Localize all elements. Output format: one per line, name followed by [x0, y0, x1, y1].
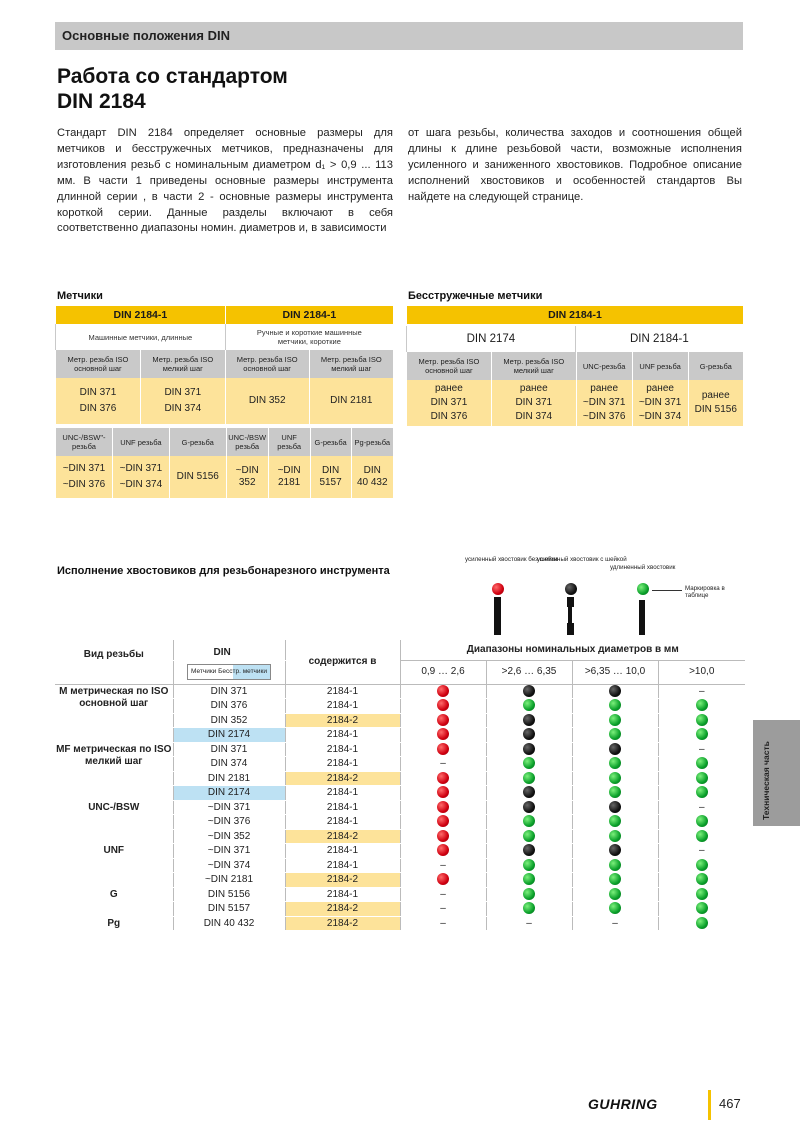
contains-cell: 2184-1: [285, 815, 400, 830]
din-cell: DIN 2174: [173, 728, 285, 743]
marker-cell: [572, 713, 658, 728]
black-marker-icon: [609, 685, 621, 697]
intro-text-left: Стандарт DIN 2184 определяет основные размеры для метчиков и бесстружечных метчиков, предназначены для изготовления резьб с номинальным диаметром d₁ > 0,9 ... 113 мм. В части 1 приведены основные размеры инструмента длинной серии , в части 2 - основные размеры инструмента короткой серии. Данные разделы включают в себя соответственно диапазоны номин. диаметров и, в зависимости: [57, 127, 393, 235]
taps-cell: DIN 371 DIN 376: [56, 378, 141, 424]
contains-cell: 2184-1: [285, 858, 400, 873]
din-cell: ~DIN 371: [173, 844, 285, 859]
table-row: [55, 684, 745, 699]
marker-cell: –: [658, 742, 745, 757]
marker-cell: [572, 728, 658, 743]
title-line-2: DIN 2184: [57, 90, 146, 113]
red-marker-icon: [437, 830, 449, 842]
green-marker-icon: [523, 772, 535, 784]
taps-col: Метр. резьба ISO основной шаг: [225, 350, 309, 378]
marker-cell: [572, 684, 658, 699]
green-marker-icon: [523, 815, 535, 827]
contains-cell: 2184-2: [285, 916, 400, 931]
contains-cell: 2184-1: [285, 757, 400, 772]
black-marker-icon: [609, 844, 621, 856]
thread-group-label: MF метрическая по ISO мелкий шаг: [55, 742, 173, 800]
marker-cell: [400, 742, 486, 757]
taps-col2: UNC-/BSW резьба: [226, 428, 268, 456]
green-marker-icon: [609, 786, 621, 798]
red-marker-icon: [437, 786, 449, 798]
table-row: [55, 742, 745, 757]
marker-cell: [572, 800, 658, 815]
red-marker-icon: [437, 801, 449, 813]
marker-cell: [400, 771, 486, 786]
marker-cell: [658, 902, 745, 917]
side-tab: [753, 720, 800, 826]
marker-cell: [658, 887, 745, 902]
red-marker-icon: [437, 873, 449, 885]
marker-label: Маркировка в таблице: [685, 585, 725, 599]
taps-col2: UNC-/BSW"-резьба: [56, 428, 113, 456]
forming-cell: ранее DIN 371 DIN 376: [407, 380, 492, 426]
marker-cell: [400, 728, 486, 743]
forming-col: Метр. резьба ISO мелкий шаг: [491, 352, 576, 380]
black-marker-icon: [609, 743, 621, 755]
marker-cell: [658, 858, 745, 873]
shank-neck-icon: [567, 597, 574, 607]
contains-cell: 2184-1: [285, 684, 400, 699]
green-marker-icon: [523, 859, 535, 871]
marker-cell: [486, 887, 572, 902]
marker-cell: [400, 829, 486, 844]
forming-col: UNC-резьба: [576, 352, 632, 380]
black-marker-icon: [523, 801, 535, 813]
taps-cell: DIN 371 DIN 374: [140, 378, 225, 424]
shank-table: [55, 640, 745, 931]
green-marker-icon: [696, 772, 708, 784]
din-cell: DIN 352: [173, 713, 285, 728]
green-marker-icon: [696, 830, 708, 842]
marker-cell: [572, 786, 658, 801]
din-cell: DIN 5157: [173, 902, 285, 917]
marker-cell: [486, 786, 572, 801]
contains-cell: 2184-2: [285, 873, 400, 888]
shank-legend-1: усиленный хвостовик без шейки: [465, 556, 558, 563]
marker-cell: [486, 684, 572, 699]
marker-cell: [658, 699, 745, 714]
marker-cell: [486, 742, 572, 757]
marker-cell: –: [572, 916, 658, 931]
red-marker-icon: [492, 583, 504, 595]
taps-col2: G-резьба: [169, 428, 226, 456]
forming-std: DIN 2174: [407, 326, 576, 352]
red-marker-icon: [437, 714, 449, 726]
taps-col2: G-резьба: [310, 428, 351, 456]
black-marker-icon: [565, 583, 577, 595]
din-header: DIN: [173, 640, 285, 660]
green-marker-icon: [609, 714, 621, 726]
range-header: Диапазоны номинальных диаметров в мм: [400, 640, 745, 660]
taps-sub-1: Машинные метчики, длинные: [56, 324, 226, 350]
marker-cell: [658, 757, 745, 772]
green-marker-icon: [696, 873, 708, 885]
contains-cell: 2184-2: [285, 829, 400, 844]
contains-header: содержится в: [285, 640, 400, 684]
marker-cell: [400, 873, 486, 888]
footer-accent-bar: [708, 1090, 711, 1120]
section-header: Основные положения DIN: [62, 28, 230, 43]
taps-col: Метр. резьба ISO основной шаг: [56, 350, 141, 378]
marker-cell: [486, 699, 572, 714]
forming-grid: [406, 352, 743, 426]
range-col: >6,35 … 10,0: [572, 660, 658, 684]
marker-cell: [400, 786, 486, 801]
forming-col: G-резьба: [688, 352, 743, 380]
marker-cell: –: [658, 844, 745, 859]
shank-legend-3: удлиненный хвостовик: [610, 564, 676, 571]
din-cell: DIN 376: [173, 699, 285, 714]
taps-table-grid-2: [55, 428, 393, 498]
thread-group-label: Pg: [55, 916, 173, 931]
marker-cell: [572, 844, 658, 859]
din-cell: DIN 5156: [173, 887, 285, 902]
taps-table-grid: [55, 350, 393, 424]
marker-cell: [400, 684, 486, 699]
table-row: [55, 916, 745, 931]
marker-cell: [486, 829, 572, 844]
red-marker-icon: [437, 699, 449, 711]
taps-cell2: ~DIN 371 ~DIN 376: [56, 456, 113, 498]
black-marker-icon: [523, 714, 535, 726]
red-marker-icon: [437, 728, 449, 740]
marker-cell: [572, 902, 658, 917]
shank-section-title: Исполнение хвостовиков для резьбонарезного инструмента: [57, 565, 390, 577]
range-col: >2,6 … 6,35: [486, 660, 572, 684]
forming-cell: ранее DIN 5156: [688, 380, 743, 426]
marker-cell: –: [658, 800, 745, 815]
black-marker-icon: [523, 786, 535, 798]
contains-cell: 2184-1: [285, 742, 400, 757]
green-marker-icon: [696, 786, 708, 798]
forming-cell: ранее ~DIN 371 ~DIN 374: [632, 380, 688, 426]
marker-cell: [486, 728, 572, 743]
thread-group-label: G: [55, 887, 173, 916]
marker-cell: [486, 800, 572, 815]
green-marker-icon: [637, 583, 649, 595]
taps-cell2: DIN 40 432: [351, 456, 393, 498]
din-subheader: Метчики Бесстр. метчики: [173, 660, 285, 684]
shank-neck-icon: [567, 623, 574, 635]
marker-cell: [486, 771, 572, 786]
table-row: [55, 844, 745, 859]
black-marker-icon: [523, 844, 535, 856]
marker-cell: –: [400, 858, 486, 873]
table-row: [55, 887, 745, 902]
green-marker-icon: [523, 757, 535, 769]
taps-table: [55, 306, 393, 350]
marker-cell: [400, 713, 486, 728]
din-cell: ~DIN 352: [173, 829, 285, 844]
title-line-1: Работа со стандартом: [57, 65, 288, 88]
reinforced-shank-icon: [494, 597, 501, 635]
green-marker-icon: [696, 757, 708, 769]
green-marker-icon: [609, 830, 621, 842]
marker-cell: [400, 800, 486, 815]
red-marker-icon: [437, 844, 449, 856]
green-marker-icon: [609, 859, 621, 871]
din-cell: DIN 40 432: [173, 916, 285, 931]
marker-cell: [572, 873, 658, 888]
marker-cell: [486, 858, 572, 873]
black-marker-icon: [609, 801, 621, 813]
marker-cell: [400, 815, 486, 830]
din-cell: ~DIN 2181: [173, 873, 285, 888]
section-header-bar: [55, 22, 743, 50]
green-marker-icon: [609, 902, 621, 914]
marker-cell: [658, 786, 745, 801]
taps-cell2: DIN 5156: [169, 456, 226, 498]
thread-type-header: Вид резьбы: [55, 640, 173, 684]
forming-std: DIN 2184-1: [575, 326, 743, 352]
forming-cell: ранее ~DIN 371 ~DIN 376: [576, 380, 632, 426]
contains-cell: 2184-2: [285, 771, 400, 786]
marker-cell: –: [400, 902, 486, 917]
din-cell: DIN 371: [173, 742, 285, 757]
taps-cell: DIN 2181: [309, 378, 393, 424]
green-marker-icon: [523, 699, 535, 711]
taps-col2: UNF резьба: [112, 428, 169, 456]
green-marker-icon: [609, 873, 621, 885]
marker-cell: [658, 728, 745, 743]
green-marker-icon: [696, 699, 708, 711]
forming-head: DIN 2184-1: [407, 306, 744, 324]
extended-shank-icon: [639, 600, 645, 635]
marker-cell: [572, 699, 658, 714]
green-marker-icon: [609, 815, 621, 827]
taps-sub-2: Ручные и короткие машинные метчики, короткие: [225, 324, 393, 350]
black-marker-icon: [523, 743, 535, 755]
forming-col: UNF резьба: [632, 352, 688, 380]
forming-table-title: Бесстружечные метчики: [408, 290, 543, 302]
marker-cell: [572, 858, 658, 873]
green-marker-icon: [609, 757, 621, 769]
marker-cell: [486, 844, 572, 859]
taps-col: Метр. резьба ISO мелкий шаг: [140, 350, 225, 378]
marker-cell: –: [486, 916, 572, 931]
marker-cell: [486, 902, 572, 917]
marker-cell: [572, 815, 658, 830]
marker-cell: [658, 829, 745, 844]
black-marker-icon: [523, 685, 535, 697]
marker-cell: [658, 873, 745, 888]
marker-cell: [486, 815, 572, 830]
range-col: 0,9 … 2,6: [400, 660, 486, 684]
green-marker-icon: [696, 815, 708, 827]
green-marker-icon: [696, 859, 708, 871]
din-cell: ~DIN 374: [173, 858, 285, 873]
contains-cell: 2184-1: [285, 887, 400, 902]
taps-col: Метр. резьба ISO мелкий шаг: [309, 350, 393, 378]
intro-text-right: от шага резьбы, количества заходов и соотношения общей длины к длине резьбовой части, возможные исполнения усиленного и заниженного хвостовиков. Подробное описание исполнений хвостовиков и особенностей стандартов Вы найдете на следующей странице.: [408, 127, 742, 203]
side-tab-label: Техническая часть: [761, 741, 771, 820]
marker-cell: [400, 844, 486, 859]
range-col: >10,0: [658, 660, 745, 684]
taps-cell2: DIN 5157: [310, 456, 351, 498]
taps-head-2: DIN 2184-1: [225, 306, 393, 324]
taps-head-1: DIN 2184-1: [56, 306, 226, 324]
marker-cell: [658, 916, 745, 931]
din-cell: DIN 2181: [173, 771, 285, 786]
black-marker-icon: [523, 728, 535, 740]
green-marker-icon: [523, 873, 535, 885]
taps-col2: UNF резьба: [268, 428, 310, 456]
brand-logo: GUHRING: [588, 1096, 658, 1112]
forming-col: Метр. резьба ISO основной шаг: [407, 352, 492, 380]
marker-cell: [572, 742, 658, 757]
shank-legend-2: усиленный хвостовик с шейкой: [537, 556, 627, 563]
contains-cell: 2184-1: [285, 786, 400, 801]
page-number: 467: [719, 1096, 741, 1111]
green-marker-icon: [696, 888, 708, 900]
thread-group-label: UNF: [55, 844, 173, 888]
marker-cell: [658, 713, 745, 728]
shank-neck-icon: [568, 607, 572, 623]
contains-cell: 2184-1: [285, 728, 400, 743]
marker-cell: [400, 699, 486, 714]
din-cell: DIN 374: [173, 757, 285, 772]
red-marker-icon: [437, 815, 449, 827]
thread-group-label: M метрическая по ISO основной шаг: [55, 684, 173, 742]
contains-cell: 2184-1: [285, 800, 400, 815]
din-cell: DIN 2174: [173, 786, 285, 801]
taps-cell2: ~DIN 371 ~DIN 374: [112, 456, 169, 498]
taps-table-title: Метчики: [57, 290, 103, 302]
green-marker-icon: [609, 888, 621, 900]
taps-cell2: ~DIN 352: [226, 456, 268, 498]
green-marker-icon: [523, 902, 535, 914]
green-marker-icon: [696, 917, 708, 929]
forming-cell: ранее DIN 371 DIN 374: [491, 380, 576, 426]
din-cell: DIN 371: [173, 684, 285, 699]
green-marker-icon: [523, 888, 535, 900]
din-cell: ~DIN 371: [173, 800, 285, 815]
marker-cell: [486, 713, 572, 728]
marker-cell: –: [658, 684, 745, 699]
table-row: [55, 800, 745, 815]
red-marker-icon: [437, 685, 449, 697]
red-marker-icon: [437, 743, 449, 755]
marker-cell: [572, 829, 658, 844]
marker-cell: [572, 757, 658, 772]
green-marker-icon: [523, 830, 535, 842]
taps-cell2: ~DIN 2181: [268, 456, 310, 498]
green-marker-icon: [696, 714, 708, 726]
marker-cell: –: [400, 887, 486, 902]
green-marker-icon: [609, 772, 621, 784]
marker-cell: [486, 757, 572, 772]
page-title: [57, 64, 288, 114]
marker-pointer-line: [652, 590, 682, 591]
thread-group-label: UNC-/BSW: [55, 800, 173, 844]
taps-cell: DIN 352: [225, 378, 309, 424]
contains-cell: 2184-1: [285, 699, 400, 714]
green-marker-icon: [696, 728, 708, 740]
contains-cell: 2184-1: [285, 844, 400, 859]
din-cell: ~DIN 376: [173, 815, 285, 830]
marker-cell: –: [400, 916, 486, 931]
marker-cell: [658, 815, 745, 830]
marker-cell: [486, 873, 572, 888]
marker-cell: [572, 771, 658, 786]
marker-cell: [658, 771, 745, 786]
marker-cell: [572, 887, 658, 902]
green-marker-icon: [609, 699, 621, 711]
taps-col2: Pg-резьба: [351, 428, 393, 456]
forming-std-row: [406, 326, 743, 352]
contains-cell: 2184-2: [285, 902, 400, 917]
green-marker-icon: [696, 902, 708, 914]
contains-cell: 2184-2: [285, 713, 400, 728]
red-marker-icon: [437, 772, 449, 784]
forming-table: [406, 306, 743, 324]
marker-cell: –: [400, 757, 486, 772]
green-marker-icon: [609, 728, 621, 740]
